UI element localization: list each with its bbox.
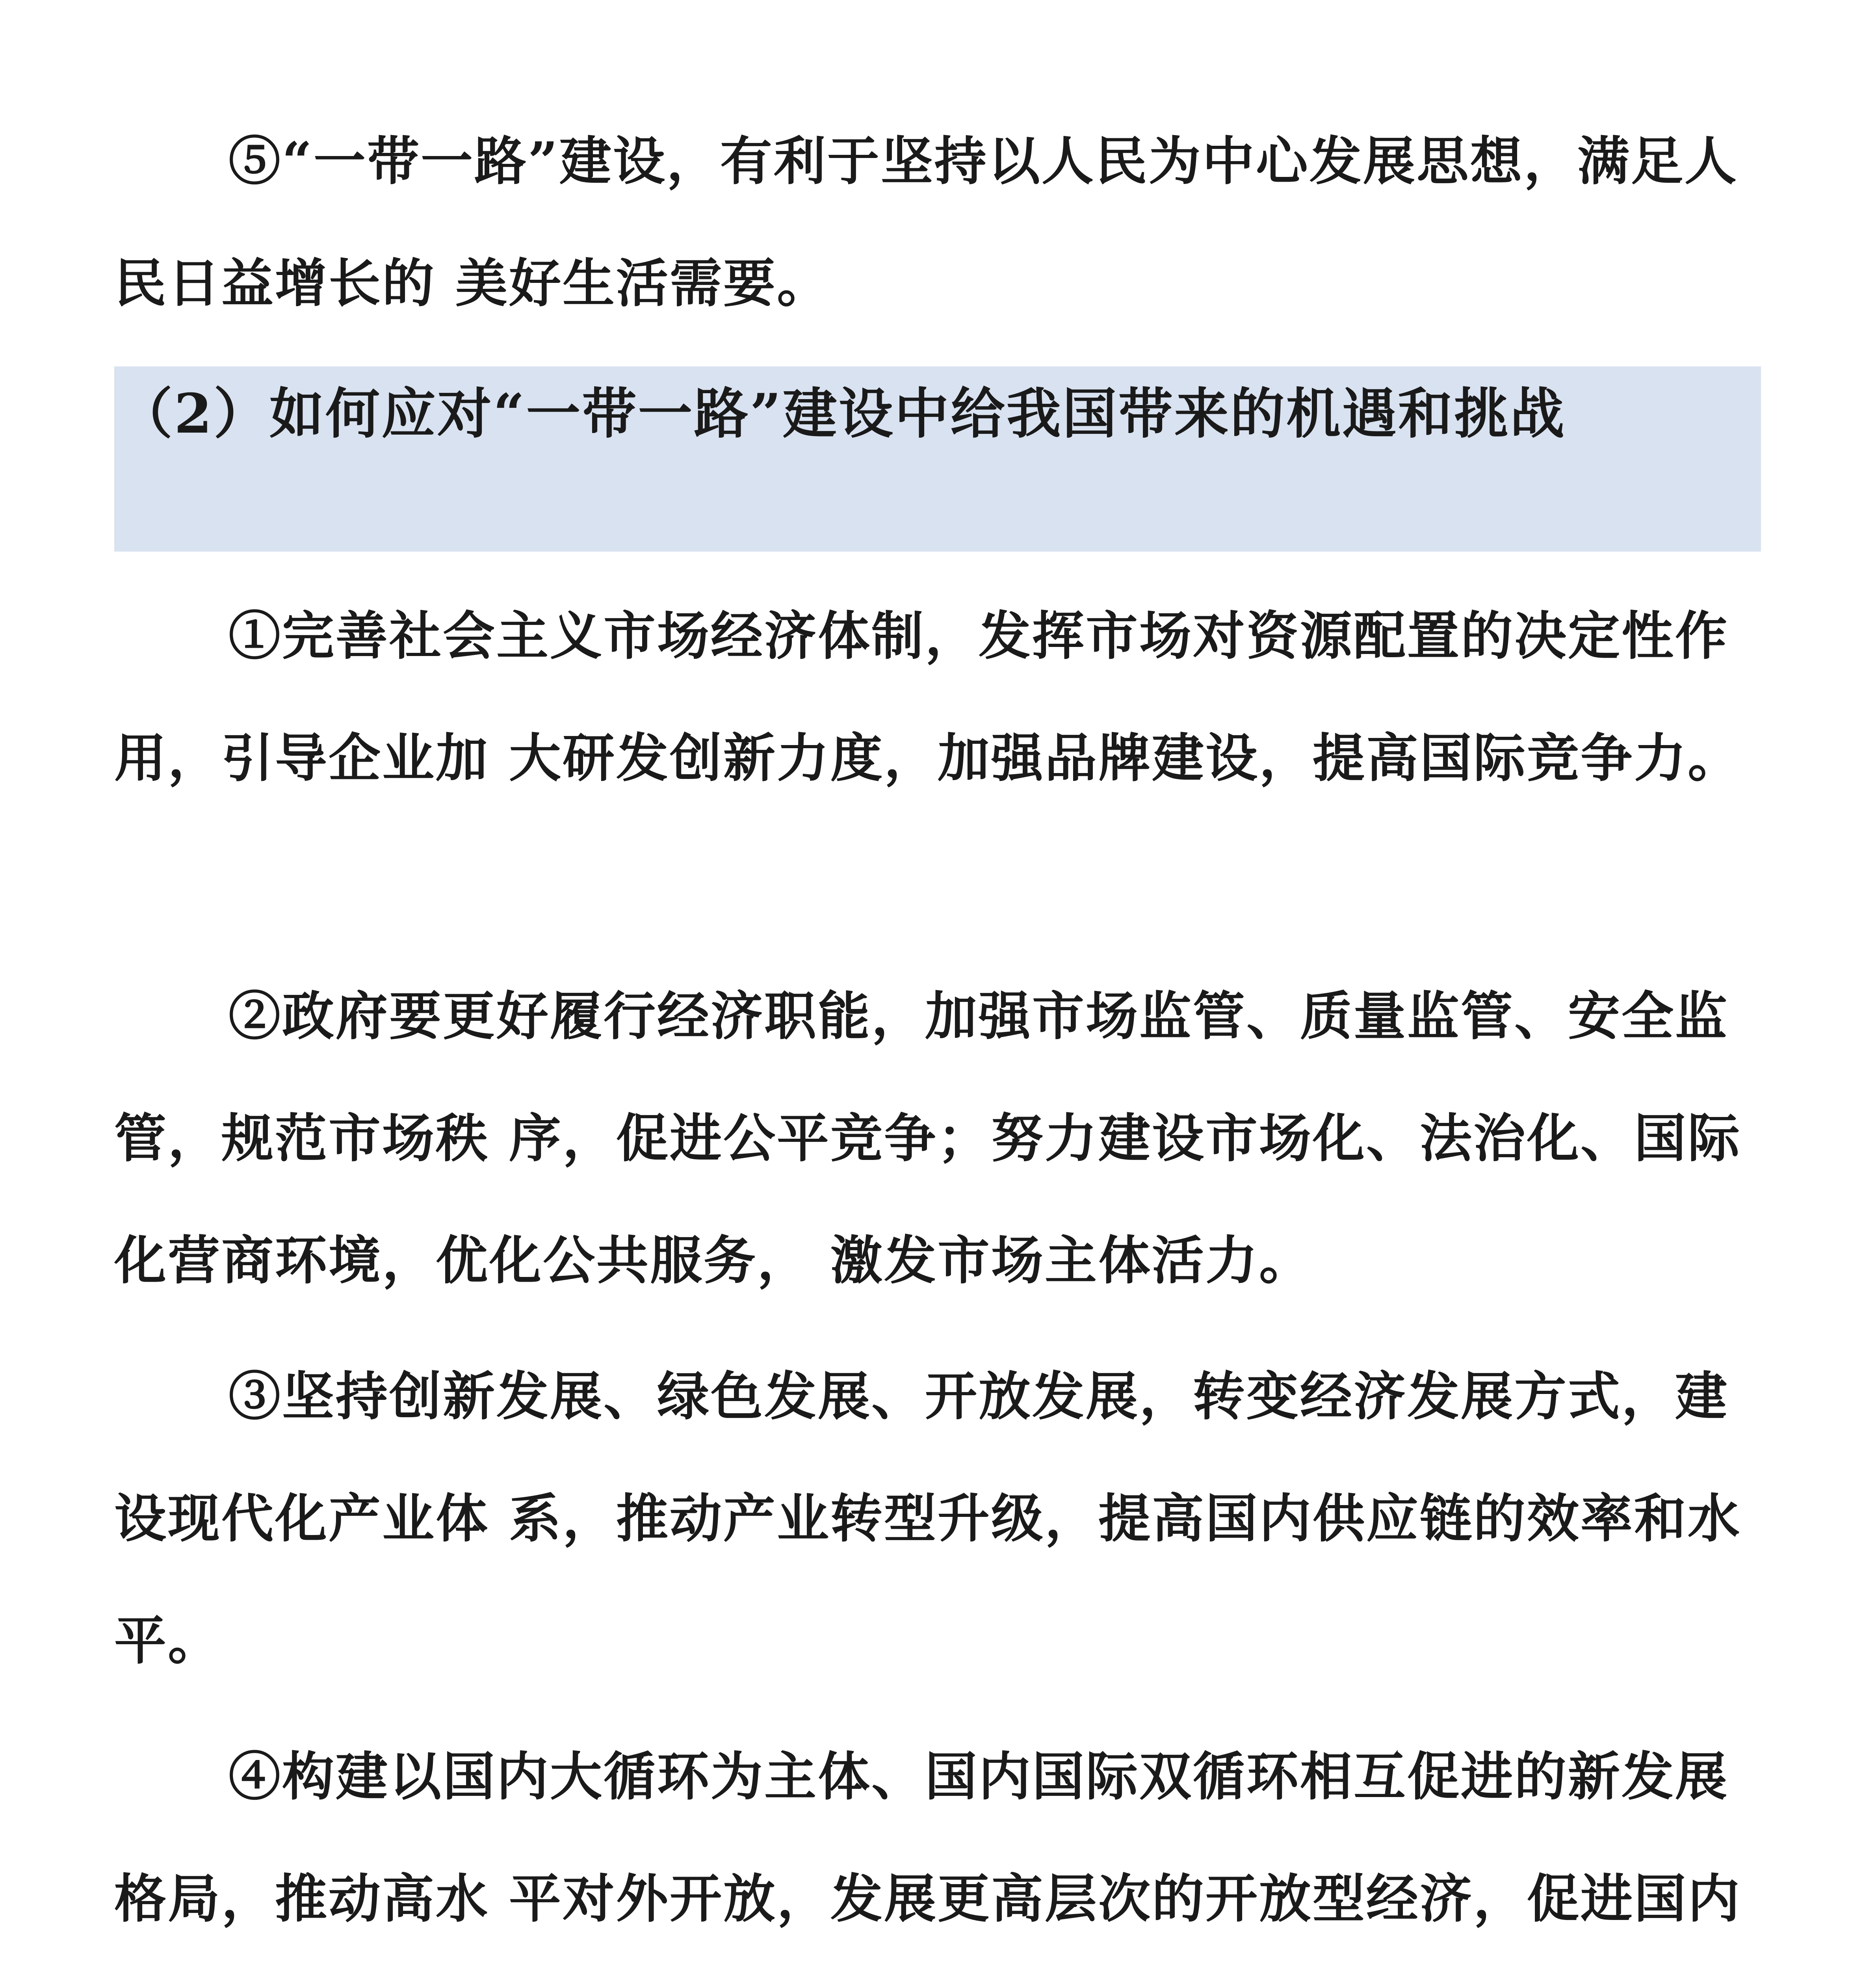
paragraph-measure-3: ③坚持创新发展、绿色发展、开放发展，转变经济发展方式，建设现代化产业体 系，推动产业转型升级，提高国内供应链的效率和水平。: [114, 1366, 1741, 1671]
paragraph-measure-2: ②政府要更好履行经济职能，加强市场监管、质量监管、安全监管，规范市场秩 序，促进公平竞争；努力建设市场化、法治化、国际化营商环境，优化公共服务， 激发市场主体活力。: [114, 986, 1741, 1291]
paragraph-point-5: ⑤“一带一路”建设，有利于坚持以人民为中心发展思想，满足人民日益增长的 美好生活需要。: [114, 131, 1738, 314]
paragraph-measure-4: ④构建以国内大循环为主体、国内国际双循环相互促进的新发展格局，推动高水 平对外开放，发展更高层次的开放型经济，促进国内: [114, 1746, 1741, 1929]
subheading-opportunities-challenges: （2）如何应对“一带一路”建设中给我国带来的机遇和挑战: [114, 366, 1761, 552]
paragraph-measure-1: ①完善社会主义市场经济体制，发挥市场对资源配置的决定性作用，引导企业加 大研发创新力度，加强品牌建设，提高国际竞争力。: [114, 606, 1741, 789]
